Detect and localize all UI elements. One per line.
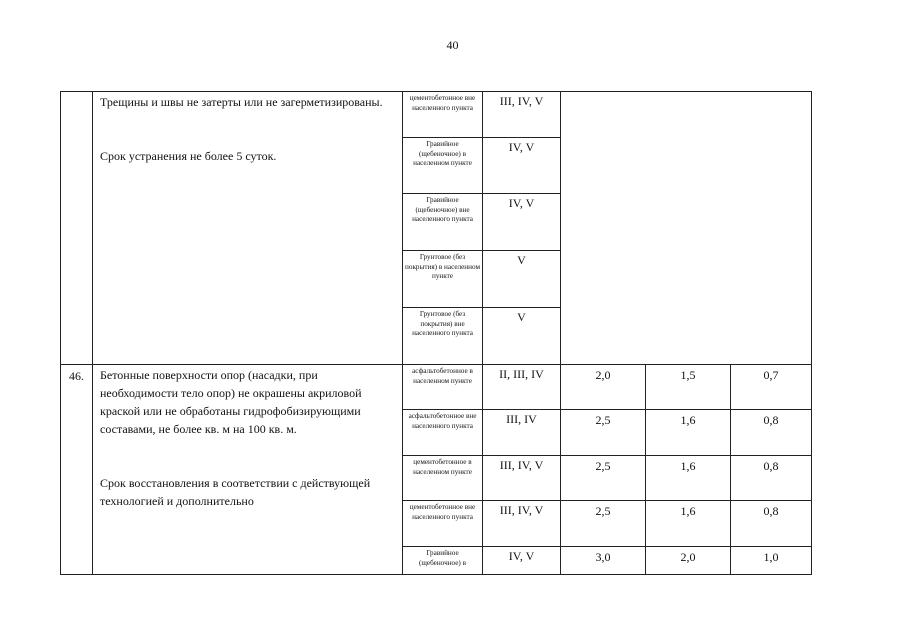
value-cell: 3,0 [561,547,646,575]
value-cell: 0,8 [731,456,812,501]
road-category: V [483,251,561,308]
road-category: III, IV, V [483,456,561,501]
item-description [93,365,403,575]
surface-type: цементобетонное вне населенного пункта [403,501,483,547]
value-cell: 1,5 [646,365,731,410]
requirements-table [60,91,812,575]
surface-type: асфальтобетонное в населенном пункте [403,365,483,410]
road-category: IV, V [483,138,561,194]
description-text: Бетонные поверхности опор (насадки, при необходимости тело опор) не окрашены акриловой краской или не обработаны гидрофобизирующими составами, не более кв. м на 100 кв. м. [100,368,362,436]
road-category: III, IV [483,410,561,456]
table-row [61,365,812,410]
value-cell: 2,0 [561,365,646,410]
item-number [61,92,93,365]
value-cell: 1,6 [646,410,731,456]
table-row [61,92,812,138]
value-cell: 1,6 [646,456,731,501]
page-number: 40 [446,38,459,52]
value-cell: 0,8 [731,501,812,547]
value-cell: 1,6 [646,501,731,547]
surface-type: Гравийное (щебеночное) в населенном пункте [403,138,483,194]
value-cell: 2,5 [561,410,646,456]
item-description [93,92,403,365]
road-category: III, IV, V [483,92,561,138]
value-cell: 0,7 [731,365,812,410]
value-cell: 2,5 [561,501,646,547]
road-category: III, IV, V [483,501,561,547]
surface-type: Гравийное (щебеночное) в [403,547,483,575]
deadline-text: Срок восстановления в соответствии с действующей технологией и дополнительно [100,476,371,508]
surface-type: Грунтовое (без покрытия) в населенном пункте [403,251,483,308]
surface-type: асфальтобетонное вне населенного пункта [403,410,483,456]
item-number: 46. [61,365,93,575]
value-cell: 1,0 [731,547,812,575]
deadline-text: Срок устранения не более 5 суток. [100,149,277,163]
surface-type: цементобетонное в населенном пункте [403,456,483,501]
road-category: IV, V [483,547,561,575]
road-category: IV, V [483,194,561,251]
road-category: II, III, IV [483,365,561,410]
road-category: V [483,308,561,365]
surface-type: Грунтовое (без покрытия) вне населенного пункта [403,308,483,365]
value-cell: 0,8 [731,410,812,456]
value-cell: 2,5 [561,456,646,501]
empty-values-area [561,92,812,365]
value-cell: 2,0 [646,547,731,575]
description-text: Трещины и швы не затерты или не загерметизированы. [100,95,383,109]
surface-type: цементобетонное вне населенного пункта [403,92,483,138]
surface-type: Гравийное (щебеночное) вне населенного пункта [403,194,483,251]
